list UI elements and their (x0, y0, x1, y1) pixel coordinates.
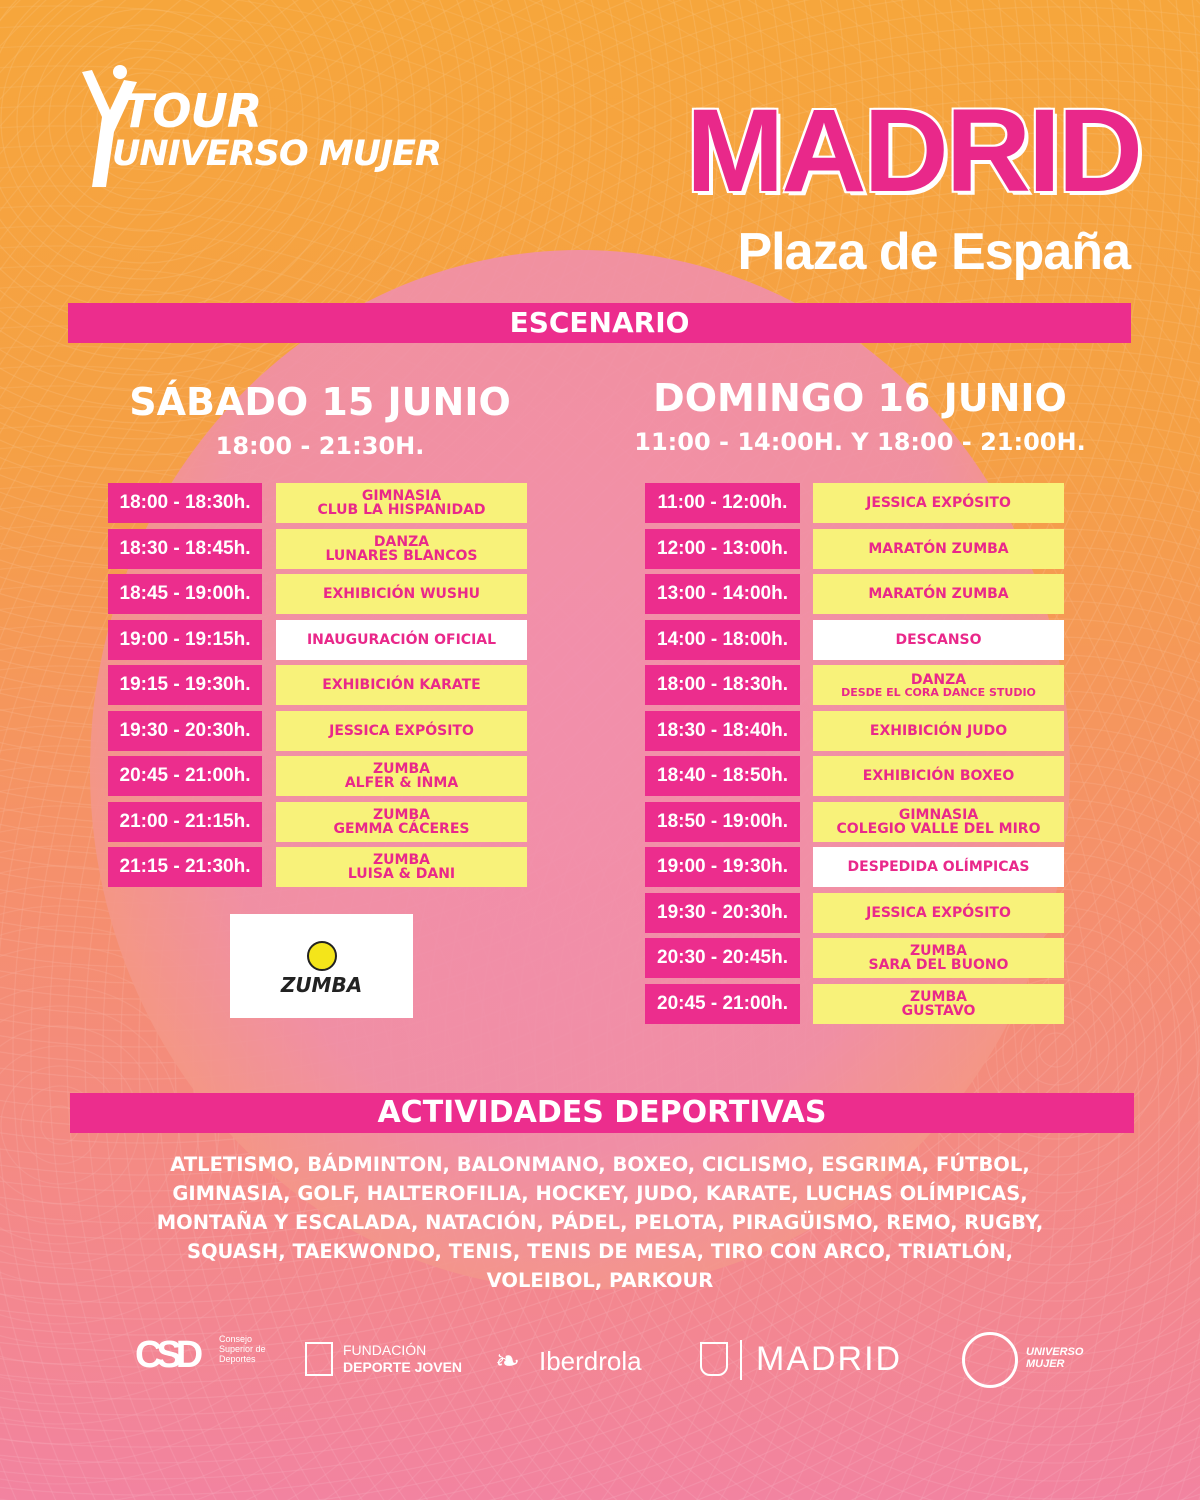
activity-label (276, 847, 527, 887)
time-slot: 19:30 - 20:30h. (108, 711, 262, 751)
activity-line-2: GEMMA CÁCERES (333, 820, 470, 837)
activity-line-1: ZUMBA (373, 852, 430, 868)
activity-line-1: EXHIBICIÓN BOXEO (862, 768, 1015, 784)
schedule-row (108, 711, 528, 751)
schedule-row (108, 620, 528, 660)
sports-line: GIMNASIA, GOLF, HALTEROFILIA, HOCKEY, JUDO, KARATE, LUCHAS OLÍMPICAS, (172, 1182, 1028, 1205)
schedule-row (645, 620, 1065, 660)
place-subtitle: Plaza de España (737, 223, 1130, 281)
activity-line-1: MARATÓN ZUMBA (868, 586, 1009, 602)
time-slot: 18:45 - 19:00h. (108, 574, 262, 614)
activity-label (813, 756, 1064, 796)
activity-label (276, 711, 527, 751)
time-slot: 12:00 - 13:00h. (645, 529, 800, 569)
time-slot: 18:30 - 18:40h. (645, 711, 800, 751)
activity-label (813, 711, 1064, 751)
schedule-row (108, 847, 528, 887)
um-line-2: MUJER (1026, 1358, 1065, 1370)
activity-label (276, 574, 527, 614)
madrid-crest-icon (700, 1342, 728, 1376)
activity-line-1: ZUMBA (910, 943, 967, 959)
activity-label (813, 984, 1064, 1024)
zumba-wordmark: ZUMBA (280, 973, 363, 997)
activity-label (813, 802, 1064, 842)
saturday-schedule (108, 483, 528, 893)
sponsor-bar (0, 1320, 1200, 1400)
activity-line-2: LUISA & DANI (347, 866, 456, 882)
activity-label (276, 483, 527, 523)
iberdrola-logo (495, 1340, 665, 1380)
activity-line-1: EXHIBICIÓN WUSHU (322, 586, 481, 602)
activity-label (813, 665, 1064, 705)
schedule-row (645, 665, 1065, 705)
madrid-text: MADRID (756, 1340, 903, 1378)
sports-line: VOLEIBOL, PARKOUR (486, 1269, 714, 1292)
csd-glyph: CSD (135, 1334, 198, 1376)
time-slot: 14:00 - 18:00h. (645, 620, 800, 660)
csd-logo (135, 1330, 270, 1390)
schedule-row (645, 938, 1065, 978)
schedule-row (645, 574, 1065, 614)
schedule-row (108, 483, 528, 523)
activity-label (813, 483, 1064, 523)
activity-line-1: ZUMBA (373, 761, 430, 777)
schedule-row (645, 984, 1065, 1024)
saturday-title: SÁBADO 15 JUNIO (129, 380, 511, 424)
time-slot: 18:50 - 19:00h. (645, 802, 800, 842)
activity-label (813, 620, 1064, 660)
activity-line-2: DESDE EL CORA DANCE STUDIO (841, 685, 1036, 699)
schedule-row (645, 529, 1065, 569)
activity-line-1: DESCANSO (895, 631, 982, 648)
universo-mujer-ring-icon (962, 1332, 1018, 1388)
time-slot: 20:45 - 21:00h. (108, 756, 262, 796)
activity-line-1: ZUMBA (373, 806, 430, 823)
time-slot: 18:00 - 18:30h. (645, 665, 800, 705)
time-slot: 19:00 - 19:15h. (108, 620, 262, 660)
zumba-logo (230, 914, 413, 1018)
activity-line-1: INAUGURACIÓN OFICIAL (306, 631, 497, 648)
iberdrola-text: Iberdrola (539, 1346, 642, 1376)
activity-label (276, 529, 527, 569)
schedule-row (108, 802, 528, 842)
activity-label (813, 529, 1064, 569)
time-slot: 21:00 - 21:15h. (108, 802, 262, 842)
csd-text: Consejo Superior de Deportes (219, 1334, 266, 1364)
activity-line-1: DANZA (373, 533, 430, 550)
sports-banner: ACTIVIDADES DEPORTIVAS (70, 1093, 1134, 1133)
activity-line-1: DESPEDIDA OLÍMPICAS (847, 859, 1030, 875)
schedule-row (108, 665, 528, 705)
sports-line: ATLETISMO, BÁDMINTON, BALONMANO, BOXEO, CICLISMO, ESGRIMA, FÚTBOL, (170, 1153, 1030, 1176)
activity-label (813, 847, 1064, 887)
logo-line-1: TOUR (122, 84, 262, 138)
saturday-hours: 18:00 - 21:30H. (215, 432, 425, 460)
iberdrola-leaf-icon: ❧ (495, 1345, 521, 1378)
universo-mujer-text (1026, 1346, 1083, 1370)
sunday-schedule (645, 483, 1065, 1028)
schedule-row (645, 893, 1065, 933)
madrid-city-logo (700, 1338, 930, 1382)
time-slot: 18:40 - 18:50h. (645, 756, 800, 796)
sports-line: MONTAÑA Y ESCALADA, NATACIÓN, PÁDEL, PELOTA, PIRAGÜISMO, REMO, RUGBY, (156, 1211, 1044, 1234)
tour-universo-mujer-logo (62, 62, 482, 202)
um-line-1: UNIVERSO (1026, 1346, 1084, 1358)
activity-line-1: EXHIBICIÓN JUDO (869, 722, 1008, 739)
time-slot: 19:15 - 19:30h. (108, 665, 262, 705)
activity-line-1: ZUMBA (910, 988, 967, 1005)
sunday-title: DOMINGO 16 JUNIO (653, 376, 1067, 420)
activity-line-1: GIMNASIA (361, 488, 442, 504)
time-slot: 20:45 - 21:00h. (645, 984, 800, 1024)
time-slot: 20:30 - 20:45h. (645, 938, 800, 978)
activity-label (276, 802, 527, 842)
stage-banner: ESCENARIO (68, 303, 1131, 343)
schedule-row (108, 529, 528, 569)
time-slot: 18:30 - 18:45h. (108, 529, 262, 569)
activity-line-2: SARA DEL BUONO (868, 957, 1009, 973)
activity-label (276, 620, 527, 660)
activity-line-2: COLEGIO VALLE DEL MIRO (836, 820, 1041, 837)
schedule-row (108, 574, 528, 614)
activity-line-1: JESSICA EXPÓSITO (866, 904, 1011, 921)
activity-label (813, 938, 1064, 978)
activity-line-2: GUSTAVO (901, 1002, 976, 1019)
activity-label (813, 574, 1064, 614)
time-slot: 11:00 - 12:00h. (645, 483, 800, 523)
sports-line: SQUASH, TAEKWONDO, TENIS, TENIS DE MESA, TIRO CON ARCO, TRIATLÓN, (186, 1240, 1014, 1263)
schedule-row (108, 756, 528, 796)
schedule-row (645, 847, 1065, 887)
activity-line-1: JESSICA EXPÓSITO (329, 722, 474, 739)
fundacion-deporte-joven-logo (305, 1342, 465, 1382)
activity-line-1: EXHIBICIÓN KARATE (322, 677, 481, 693)
time-slot: 19:30 - 20:30h. (645, 893, 800, 933)
activity-label (813, 893, 1064, 933)
time-slot: 21:15 - 21:30h. (108, 847, 262, 887)
activity-line-2: CLUB LA HISPANIDAD (317, 502, 486, 518)
time-slot: 18:00 - 18:30h. (108, 483, 262, 523)
activity-line-1: JESSICA EXPÓSITO (866, 495, 1011, 511)
sports-list (80, 1150, 1120, 1295)
schedule-row (645, 802, 1065, 842)
schedule-row (645, 711, 1065, 751)
activity-line-1: DANZA (910, 671, 967, 688)
logo-line-2: UNIVERSO MUJER (112, 134, 441, 174)
activity-line-2: LUNARES BLANCOS (325, 547, 478, 564)
fdj-line-1: FUNDACIÓN (343, 1342, 427, 1358)
schedule-row (645, 483, 1065, 523)
city-title: MADRID (686, 85, 1140, 217)
activity-line-1: GIMNASIA (898, 806, 979, 823)
activity-label (276, 665, 527, 705)
zumba-mark-icon (307, 941, 337, 971)
time-slot: 13:00 - 14:00h. (645, 574, 800, 614)
activity-line-1: MARATÓN ZUMBA (868, 540, 1009, 557)
time-slot: 19:00 - 19:30h. (645, 847, 800, 887)
activity-label (276, 756, 527, 796)
madrid-divider (740, 1340, 742, 1380)
fdj-mark-icon (305, 1342, 333, 1376)
schedule-row (645, 756, 1065, 796)
universo-mujer-logo (962, 1332, 1082, 1388)
activity-line-2: ALFER & INMA (344, 775, 459, 791)
sunday-hours: 11:00 - 14:00H. Y 18:00 - 21:00H. (634, 428, 1086, 456)
fdj-line-2: DEPORTE JOVEN (343, 1359, 463, 1375)
